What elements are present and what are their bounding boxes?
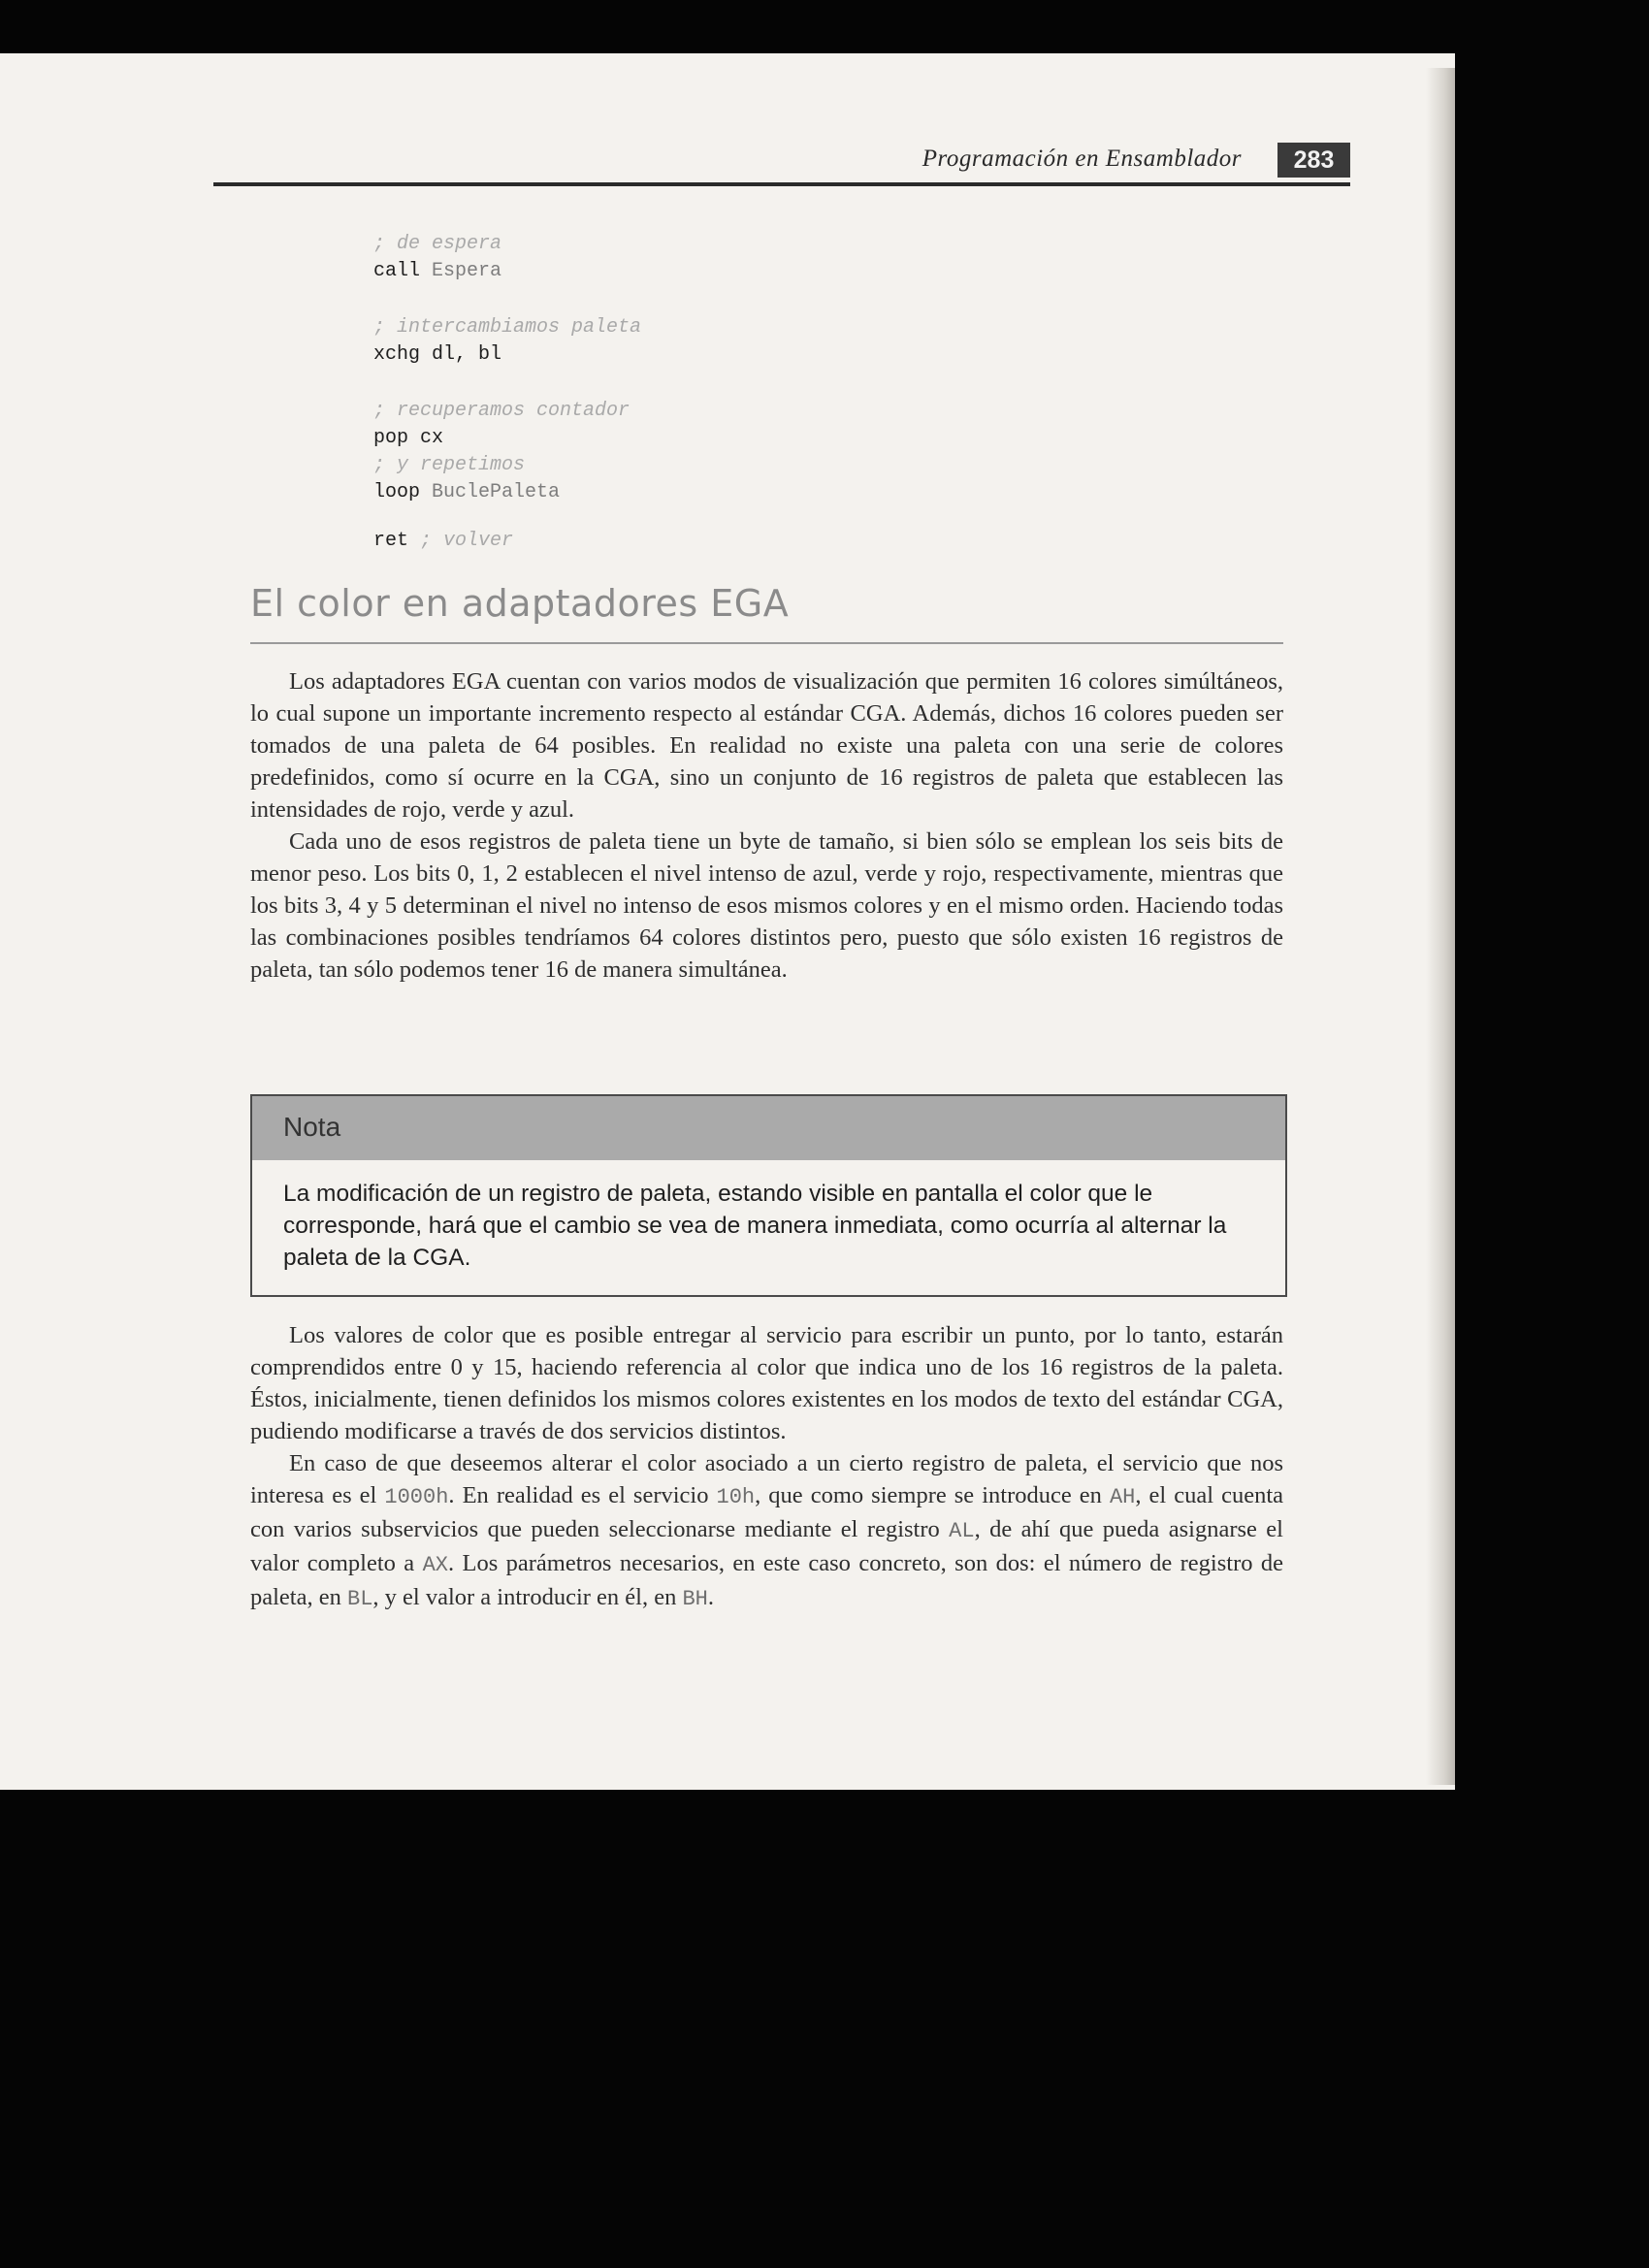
note-text: La modificación de un registro de paleta, estando visible en pantalla el color que le corresponde, hará que el cambio se vea de manera inmediata, como ocurría al alternar la paleta de la CGA. [283, 1181, 1227, 1271]
paragraph: Los valores de color que es posible entregar al servicio para escribir un punto, por lo tanto, estarán comprendidos entre 0 y 15, haciendo referencia al color que indica uno de los 16 registros de la paleta. Éstos, inicialmente, tienen definidos los mismos colores existentes en los modos de texto del estándar CGA, pudiendo modificarse a través de dos servicios distintos. [250, 1322, 1283, 1444]
note-box [250, 1094, 1287, 1297]
inline-code: BH [682, 1587, 708, 1611]
code-line [373, 454, 525, 476]
section-rule [250, 642, 1283, 644]
code-args: dl, bl [432, 343, 502, 366]
inline-code: AH [1109, 1485, 1136, 1509]
code-instruction: loop [373, 481, 421, 503]
paragraph-text: . En realidad es el servicio [448, 1482, 717, 1508]
paragraph-text: , que como siempre se introduce en [755, 1482, 1110, 1508]
paragraph [250, 1447, 1283, 1615]
body-text-block [250, 665, 1283, 986]
code-line [373, 400, 630, 422]
code-line [373, 316, 641, 339]
note-header [252, 1096, 1285, 1160]
code-instruction: pop [373, 427, 409, 449]
inline-code: AL [949, 1519, 975, 1543]
inline-code: 1000h [384, 1485, 449, 1509]
header-rule [213, 182, 1350, 186]
code-comment: ; volver [420, 530, 514, 552]
paragraph-text: . Los parámetros necesarios, en este caso concreto, son dos: el número de registro de paleta, en [250, 1550, 1283, 1610]
paragraph-text: En caso de que deseemos alterar el color asociado a un cierto registro de paleta, el servicio que nos interesa es el [250, 1450, 1283, 1508]
code-line [373, 260, 501, 282]
paragraph: Los adaptadores EGA cuentan con varios modos de visualización que permiten 16 colores simúltáneos, lo cual supone un importante incremento respecto al estándar CGA. Además, dichos 16 colores pueden ser tomados de una paleta de 64 posibles. En realidad no existe una paleta con una serie de colores predefinidos, como sí ocurre en la CGA, sino un conjunto de 16 registros de paleta que establecen las intensidades de rojo, verde y azul. [250, 668, 1283, 823]
code-comment: ; y repetimos [373, 454, 526, 476]
code-line [373, 427, 443, 449]
code-args: cx [420, 427, 444, 449]
code-comment: ; intercambiamos paleta [373, 316, 642, 339]
inline-code: 10h [716, 1485, 756, 1509]
section-title: El color en adaptadores EGA [250, 582, 790, 625]
code-args: Espera [432, 260, 502, 282]
code-instruction: call [373, 260, 421, 282]
code-comment: ; recuperamos contador [373, 400, 630, 422]
code-instruction: xchg [373, 343, 421, 366]
body-text-block [250, 1319, 1283, 1615]
running-header-title: Programación en Ensamblador [922, 146, 1242, 172]
code-line [373, 481, 560, 503]
paragraph-text: . [707, 1584, 714, 1610]
code-line [373, 530, 513, 552]
inline-code: BL [347, 1587, 373, 1611]
paragraph-text: , y el valor a introducir en él, en [372, 1584, 683, 1610]
code-line [373, 233, 501, 255]
page-edge [1426, 68, 1455, 1785]
code-args: BuclePaleta [432, 481, 561, 503]
note-heading: Nota [283, 1112, 341, 1142]
inline-code: AX [422, 1553, 448, 1577]
code-comment: ; de espera [373, 233, 502, 255]
page-number-badge: 283 [1277, 143, 1350, 178]
code-instruction: ret [373, 530, 409, 552]
paragraph-text: , el cual cuenta con varios subservicios que pueden seleccionarse mediante el registro [250, 1482, 1283, 1542]
paragraph-text: , de ahí que pueda asignarse el valor completo a [250, 1516, 1283, 1576]
code-line [373, 343, 501, 366]
paragraph: Cada uno de esos registros de paleta tiene un byte de tamaño, si bien sólo se emplean los seis bits de menor peso. Los bits 0, 1, 2 establecen el nivel intenso de azul, verde y rojo, respectivamente, mientras que los bits 3, 4 y 5 determinan el nivel no intenso de esos mismos colores y en el mismo orden. Haciendo todas las combinaciones posibles tendríamos 64 colores distintos pero, puesto que sólo existen 16 registros de paleta, tan sólo podemos tener 16 de manera simultánea. [250, 828, 1283, 983]
